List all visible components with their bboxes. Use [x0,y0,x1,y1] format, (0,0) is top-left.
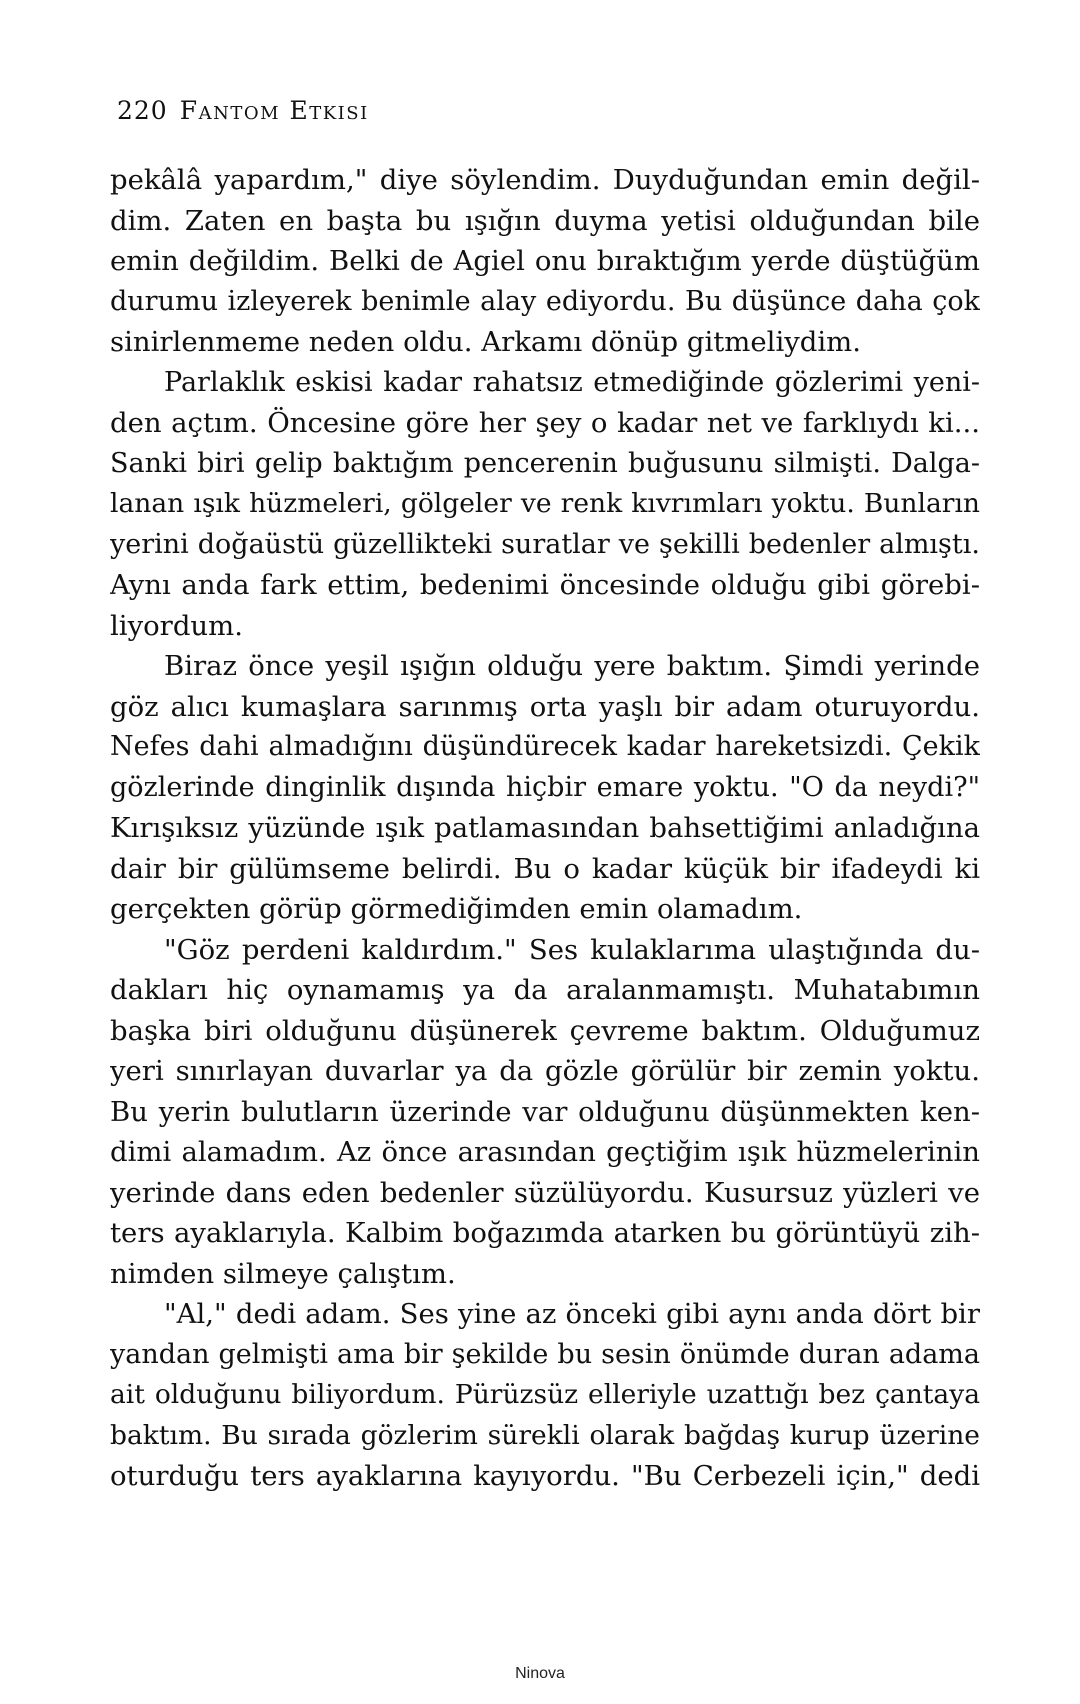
text-line: Biraz önce yeşil ışığın olduğu yere baktım. Şimdi yerinde [164,650,980,682]
book-title: Fantom Etkisi [179,96,369,125]
text-line: den açtım. Öncesine göre her şey o kadar net ve farklıydı ki... [110,407,980,439]
text-line: durumu izleyerek benimle alay ediyordu. Bu düşünce daha çok [110,285,980,317]
text-line: pekâlâ yapardım," diye söylendim. Duyduğundan emin değil- [110,164,980,196]
text-line: Parlaklık eskisi kadar rahatsız etmediğinde gözlerimi yeni- [164,366,980,398]
text-line: ters ayaklarıyla. Kalbim boğazımda atarken bu görüntüyü zih- [110,1217,980,1249]
text-line: gözlerinde dinginlik dışında hiçbir emare yoktu. "O da neydi?" [110,771,980,803]
text-line: başka biri olduğunu düşünerek çevreme baktım. Olduğumuz [110,1014,980,1047]
body-text [110,160,980,1497]
text-line: Sanki biri gelip baktığım pencerenin buğusunu silmişti. Dalga- [110,447,980,479]
text-line: Nefes dahi almadığını düşündürecek kadar hareketsizdi. Çekik [110,731,980,762]
footer-watermark: Ninova [515,1665,565,1682]
text-line: "Göz perdeni kaldırdım." Ses kulaklarıma ulaştığında du- [164,933,980,966]
text-line: yerinde dans eden bedenler süzülüyordu. Kusursuz yüzleri ve [110,1176,980,1209]
text-line: emin değildim. Belki de Agiel onu bıraktığım yerde düştüğüm [110,245,980,277]
text-line: nimden silmeye çalıştım. [110,1257,456,1290]
text-line: liyordum. [110,609,243,642]
text-line: "Al," dedi adam. Ses yine az önceki gibi aynı anda dört bir [164,1298,980,1330]
text-line: dimi alamadım. Az önce arasından geçtiğim ışık hüzmelerinin [110,1136,980,1168]
text-line: yandan gelmişti ama bir şekilde bu sesin önümde duran adama [110,1338,980,1370]
text-line: gerçekten görüp görmediğimden emin olamadım. [110,893,803,925]
text-line: dim. Zaten en başta bu ışığın duyma yetisi olduğundan bile [110,204,980,237]
text-line: yeri sınırlayan duvarlar ya da gözle görülür bir zemin yoktu. [110,1055,980,1087]
text-line: lanan ışık hüzmeleri, gölgeler ve renk kıvrımları yoktu. Bunların [110,488,980,519]
text-line: Aynı anda fark ettim, bedenimi öncesinde olduğu gibi görebi- [110,569,980,601]
text-line: yerini doğaüstü güzellikteki suratlar ve şekilli bedenler almıştı. [110,528,980,560]
text-line: dakları hiç oynamamış ya da aralanmamıştı. Muhatabımın [110,974,980,1006]
text-line: ait olduğunu biliyordum. Pürüzsüz elleriyle uzattığı bez çantaya [110,1379,980,1410]
text-line: göz alıcı kumaşlara sarınmış orta yaşlı bir adam oturuyordu. [110,690,980,723]
text-line: Bu yerin bulutların üzerinde var olduğunu düşünmekten ken- [110,1095,980,1128]
text-line: Kırışıksız yüzünde ışık patlamasından bahsettiğimi anladığına [110,812,980,844]
text-line: sinirlenmeme neden oldu. Arkamı dönüp gitmeliydim. [110,326,861,358]
text-line: baktım. Bu sırada gözlerim sürekli olarak bağdaş kurup üzerine [110,1419,980,1451]
page-number: 220 [117,96,168,125]
text-line: dair bir gülümseme belirdi. Bu o kadar küçük bir ifadeydi ki [110,852,980,885]
text-line: oturduğu ters ayaklarına kayıyordu. "Bu Cerbezeli için," dedi [110,1460,980,1492]
running-header [117,96,369,125]
